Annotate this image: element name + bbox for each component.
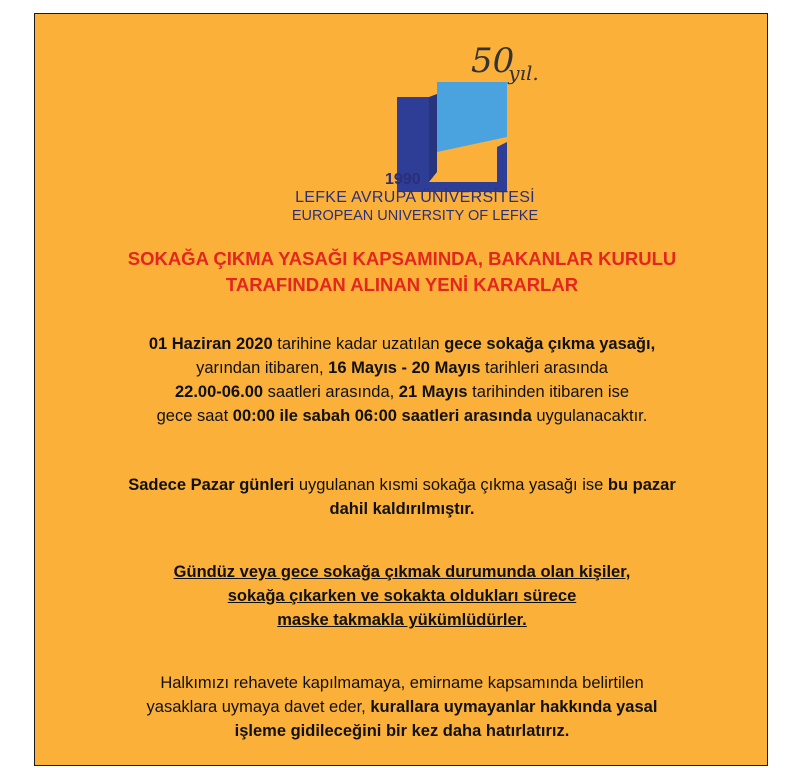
text: saatleri arasında, (263, 383, 399, 401)
paragraph-line: maske takmakla yükümlüdürler. (277, 611, 527, 629)
mask-rule-paragraph (55, 560, 749, 632)
paragraph-line (55, 695, 749, 719)
text: uygulanacaktır. (531, 407, 648, 425)
text-bold: 16 Mayıs - 20 Mayıs (328, 359, 481, 377)
text-bold: 01 Haziran 2020 (148, 335, 273, 353)
text-bold: 21 Mayıs (398, 383, 468, 401)
text-bold: işleme gidileceğini bir kez daha hatırlatırız. (234, 722, 570, 740)
paragraph-line (55, 719, 749, 743)
paragraph-line (55, 404, 749, 428)
paragraph-line (55, 473, 749, 497)
paragraph-line (55, 380, 749, 404)
curfew-dates-paragraph (55, 332, 749, 428)
paragraph-line (55, 332, 749, 356)
text: tarihleri arasında (480, 359, 608, 377)
university-name-tr: LEFKE AVRUPA ÜNİVERSİTESİ (295, 189, 535, 206)
logo-light-blue-shape (437, 82, 507, 152)
paragraph-line (55, 356, 749, 380)
sunday-curfew-paragraph (55, 473, 749, 521)
text-bold: dahil kaldırılmıştır. (329, 500, 475, 518)
text-bold: bu pazar (607, 476, 676, 494)
text: gece saat (156, 407, 233, 425)
warning-paragraph (55, 671, 749, 743)
founding-year: 1990 (385, 171, 421, 188)
university-name-en: EUROPEAN UNIVERSITY OF LEFKE (291, 208, 539, 224)
text: tarihinden itibaren ise (467, 383, 630, 401)
announcement-poster (34, 13, 768, 766)
text-bold: 00:00 ile sabah 06:00 saatleri arasında (232, 407, 532, 425)
anniversary-word: yıl. (508, 61, 539, 85)
text-bold: 22.00-06.00 (174, 383, 264, 401)
text-bold: kurallara uymayanlar hakkında yasal (370, 698, 658, 716)
text: yarından itibaren, (196, 359, 329, 377)
text: tarihine kadar uzatılan (272, 335, 445, 353)
text: yasaklara uymaya davet eder, (146, 698, 371, 716)
anniversary-mark (471, 41, 545, 85)
paragraph-line: Halkımızı rehavete kapılmamaya, emirname kapsamında belirtilen (160, 674, 644, 692)
text-bold: gece sokağa çıkma yasağı, (444, 335, 656, 353)
headline-line-1: SOKAĞA ÇIKMA YASAĞI KAPSAMINDA, BAKANLAR KURULU (127, 248, 677, 269)
logo-shadow-shape (429, 94, 437, 182)
headline-line-2: TARAFINDAN ALINAN YENİ KARARLAR (225, 274, 579, 295)
paragraph-line: sokağa çıkarken ve sokakta oldukları sürece (227, 587, 577, 605)
text: uygulanan kısmi sokağa çıkma yasağı ise (294, 476, 608, 494)
paragraph-line: Gündüz veya gece sokağa çıkmak durumunda olan kişiler, (173, 563, 631, 581)
anniversary-number: 50 (471, 41, 515, 81)
text-bold: Sadece Pazar günleri (128, 476, 295, 494)
headline (65, 246, 739, 298)
paragraph-line (55, 497, 749, 521)
